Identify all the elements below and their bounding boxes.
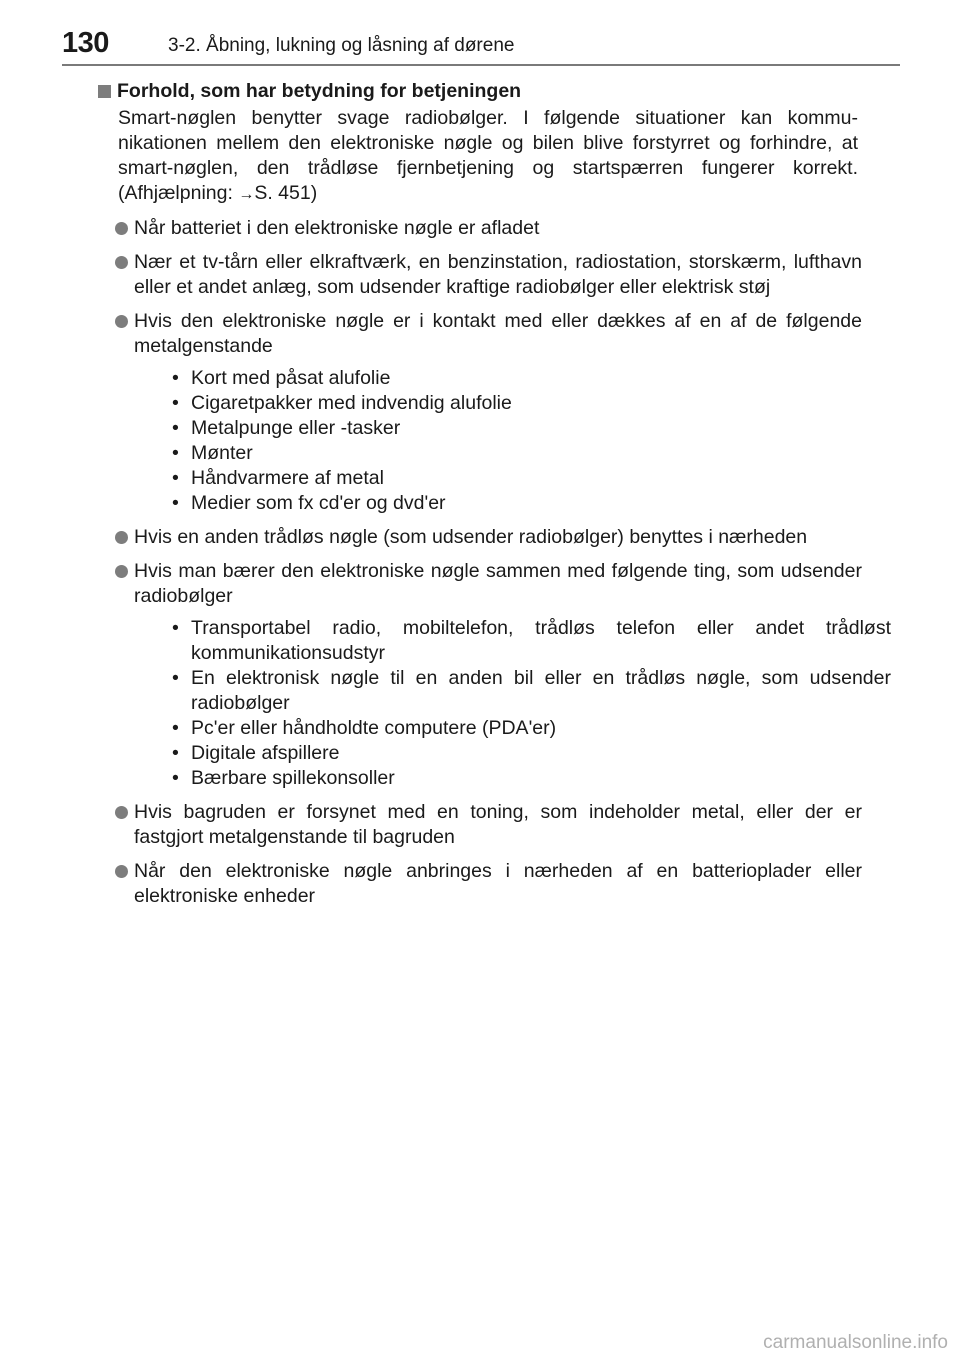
page-reference-link[interactable]: S. 451): [254, 182, 318, 204]
list-item: [98, 559, 891, 791]
sub-bullet-icon: •: [172, 667, 179, 689]
sub-list-item-text: En elektronisk nøgle til en anden bil eller en trådløs nøgle, som udsender radiobølger: [191, 667, 891, 714]
sub-list-item: [134, 616, 891, 666]
sub-list-item-text: Metalpunge eller -tasker: [191, 417, 401, 439]
sub-list-item: [134, 491, 891, 516]
list-item-text: Hvis man bærer den elektroniske nøgle sammen med følgende ting, som udsender radiobølger: [134, 560, 862, 607]
list-item-text: Hvis en anden trådløs nøgle (som udsender radiobølger) benyttes i nærheden: [134, 526, 808, 548]
page-number: 130: [62, 27, 109, 59]
list-item: [98, 800, 862, 850]
sub-list: [134, 616, 891, 791]
chapter-title: 3-2. Åbning, lukning og låsning af dørene: [168, 35, 515, 56]
sub-bullet-icon: •: [172, 617, 179, 639]
sub-list-item: [134, 416, 891, 441]
sub-list-item-text: Medier som fx cd'er og dvd'er: [191, 492, 446, 514]
sub-bullet-icon: •: [172, 717, 179, 739]
list-item: [98, 250, 862, 300]
sub-list-item: [134, 441, 891, 466]
list-item: [98, 525, 862, 550]
sub-list-item: [134, 741, 891, 766]
list-item-text: Når batteriet i den elektroniske nøgle er afladet: [134, 217, 540, 239]
sub-list-item: [134, 666, 891, 716]
sub-bullet-icon: •: [172, 417, 179, 439]
list-item-text: Nær et tv-tårn eller elkraftværk, en benzinstation, radiostation, storskærm, lufthavn eller et andet anlæg, som udsender kraftige radiobølger eller elektrisk støj: [134, 251, 862, 298]
sub-bullet-icon: •: [172, 442, 179, 464]
sub-bullet-icon: •: [172, 742, 179, 764]
list-item-text: Hvis den elektroniske nøgle er i kontakt med eller dækkes af en af de følgende metalgenstande: [134, 310, 862, 357]
section-heading: [98, 78, 862, 104]
header-divider: [62, 64, 900, 66]
circle-bullet-icon: [115, 806, 128, 819]
sub-bullet-icon: •: [172, 492, 179, 514]
section-title: Forhold, som har betydning for betjeningen: [117, 80, 522, 102]
sub-list-item-text: Pc'er eller håndholdte computere (PDA'er): [191, 717, 557, 739]
condition-list: [98, 216, 891, 909]
sub-list-item-text: Kort med påsat alufolie: [191, 367, 391, 389]
sub-bullet-icon: •: [172, 392, 179, 414]
sub-list-item-text: Håndvarmere af metal: [191, 467, 384, 489]
sub-list: [134, 366, 862, 516]
intro-paragraph: [118, 106, 858, 207]
sub-list-item: [134, 766, 891, 791]
sub-list-item-text: Digitale afspillere: [191, 742, 340, 764]
list-item-text: Når den elektroniske nøgle anbringes i nærheden af en batterioplader eller elektroniske enheder: [134, 860, 862, 907]
list-item: [98, 859, 862, 909]
list-item-text: Hvis bagruden er forsynet med en toning, som indeholder metal, eller der er fastgjort metalgenstande til bagruden: [134, 801, 862, 848]
sub-list-item-text: Mønter: [191, 442, 253, 464]
square-bullet-icon: [98, 85, 111, 98]
sub-bullet-icon: •: [172, 767, 179, 789]
watermark: carmanualsonline.info: [763, 1332, 948, 1353]
sub-list-item-text: Cigaretpakker med indvendig alufolie: [191, 392, 512, 414]
circle-bullet-icon: [115, 315, 128, 328]
intro-text: Smart-nøglen benytter svage radiobølger. I følgende situationer kan kommunikationen mellem den elektroniske nøgle og bilen blive forstyrret og forhindre, at smart-nøglen, den trådløse fjernbetjening og startspærren fungerer korrekt. (Afhjælpning:: [118, 107, 858, 204]
sub-list-item: [134, 391, 891, 416]
list-item: [98, 309, 862, 516]
sub-list-item-text: Bærbare spillekonsoller: [191, 767, 395, 789]
main-content: [98, 78, 891, 909]
arrow-right-icon: →: [238, 186, 255, 203]
circle-bullet-icon: [115, 531, 128, 544]
circle-bullet-icon: [115, 865, 128, 878]
circle-bullet-icon: [115, 565, 128, 578]
sub-bullet-icon: •: [172, 467, 179, 489]
sub-list-item: [134, 466, 891, 491]
circle-bullet-icon: [115, 222, 128, 235]
sub-list-item-text: Transportabel radio, mobiltelefon, trådløs telefon eller andet trådløst kommunikationsudstyr: [191, 617, 891, 664]
sub-bullet-icon: •: [172, 367, 179, 389]
sub-list-item: [134, 716, 891, 741]
circle-bullet-icon: [115, 256, 128, 269]
sub-list-item: [134, 366, 891, 391]
list-item: [98, 216, 862, 241]
